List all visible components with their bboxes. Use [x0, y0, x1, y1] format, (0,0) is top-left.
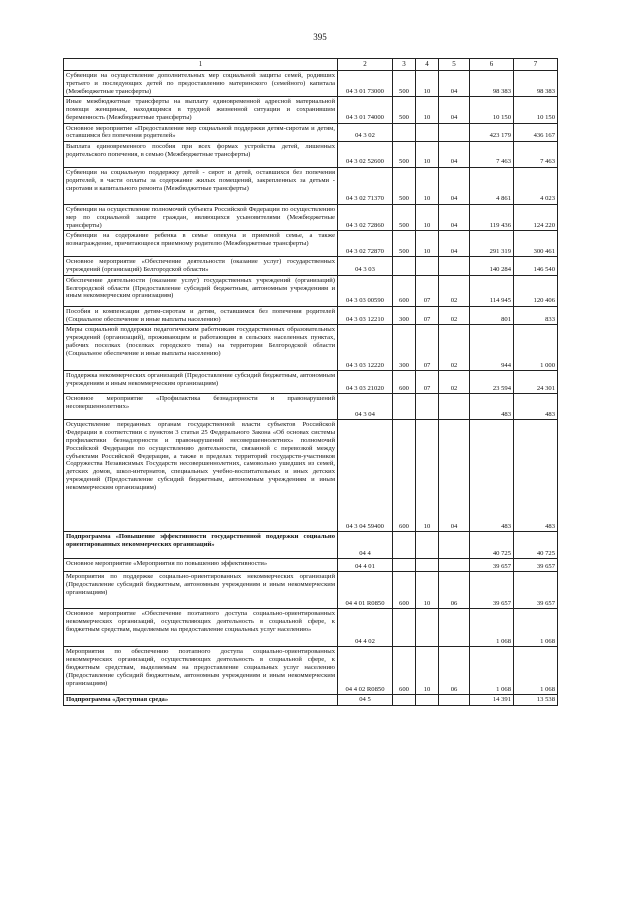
- target-article-code: 04 3 02 72870: [338, 231, 393, 257]
- amount-year-2: 7 463: [514, 142, 558, 168]
- subsection-code: 02: [439, 275, 470, 306]
- table-row: [64, 257, 558, 276]
- row-name: Субвенции на осуществление полномочий субъекта Российской Федерации по осуществлению мер по социальной защите граждан, являющихся усыновителями (Межбюджетные трансферты): [64, 205, 338, 231]
- subsection-code: 04: [439, 205, 470, 231]
- header-cell: 4: [416, 59, 439, 71]
- row-name: Подпрограмма «Доступная среда»: [64, 695, 338, 706]
- amount-year-2: 833: [514, 306, 558, 325]
- expense-type-code: 500: [393, 231, 416, 257]
- table-row: [64, 325, 558, 371]
- section-code: 10: [416, 142, 439, 168]
- row-name: Субвенции на содержание ребенка в семье опекуна и приемной семье, а также вознаграждение, причитающееся приемному родителю (Межбюджетные трансферты): [64, 231, 338, 257]
- subsection-code: 02: [439, 306, 470, 325]
- amount-year-1: 291 319: [470, 231, 514, 257]
- expense-type-code: [393, 257, 416, 276]
- expense-type-code: 600: [393, 572, 416, 609]
- subsection-code: [439, 695, 470, 706]
- row-name: Субвенции на социальную поддержку детей - сирот и детей, оставшихся без попечения родителей, в части оплаты за содержание жилых помещений, закрепленных за детьми - сиротами и капитального ремонта (Межбюджетные трансферты): [64, 168, 338, 205]
- header-cell: 2: [338, 59, 393, 71]
- target-article-code: 04 3 03 12220: [338, 325, 393, 371]
- row-name: Основное мероприятие «Профилактика безнадзорности и правонарушений несовершеннолетних»: [64, 394, 338, 420]
- amount-year-2: 1 068: [514, 609, 558, 647]
- subsection-code: [439, 123, 470, 142]
- amount-year-2: 1 068: [514, 647, 558, 695]
- table-header-row: [64, 59, 558, 71]
- section-code: 07: [416, 275, 439, 306]
- expense-type-code: [393, 123, 416, 142]
- expense-type-code: 300: [393, 306, 416, 325]
- table-row: [64, 420, 558, 532]
- expense-type-code: 500: [393, 168, 416, 205]
- amount-year-2: 4 023: [514, 168, 558, 205]
- header-cell: 3: [393, 59, 416, 71]
- amount-year-1: 801: [470, 306, 514, 325]
- table-row: [64, 142, 558, 168]
- header-cell: 6: [470, 59, 514, 71]
- amount-year-2: 146 540: [514, 257, 558, 276]
- target-article-code: 04 3 04: [338, 394, 393, 420]
- expense-type-code: 600: [393, 420, 416, 532]
- amount-year-1: 98 383: [470, 71, 514, 97]
- amount-year-1: 119 436: [470, 205, 514, 231]
- row-name: Мероприятия по обеспечению поэтапного доступа социально-ориентированных некоммерческих организаций, осуществляющих деятельность в социальной сфере, к бюджетным средствам, выделяемым на предоставление социальных услуг населению (Предоставление субсидий бюджетным, автономным учреждениям и иным некоммерческим организациям): [64, 647, 338, 695]
- table-row: [64, 275, 558, 306]
- subsection-code: [439, 532, 470, 559]
- expense-type-code: 500: [393, 142, 416, 168]
- section-code: 10: [416, 168, 439, 205]
- amount-year-2: 98 383: [514, 71, 558, 97]
- amount-year-1: 423 179: [470, 123, 514, 142]
- amount-year-1: 39 657: [470, 572, 514, 609]
- row-name: Пособия и компенсации детям-сиротам и детям, оставшимся без попечения родителей (Социальное обеспечение и иные выплаты населению): [64, 306, 338, 325]
- amount-year-2: 10 150: [514, 97, 558, 123]
- target-article-code: 04 3 04 59400: [338, 420, 393, 532]
- row-name: Обеспечение деятельности (оказание услуг) государственных учреждений (организаций) Белгородской области (Предоставление субсидий бюджетным, автономным учреждениям и иным некоммерческим организациям): [64, 275, 338, 306]
- section-code: [416, 559, 439, 572]
- section-code: 10: [416, 205, 439, 231]
- amount-year-2: 436 167: [514, 123, 558, 142]
- expense-type-code: [393, 695, 416, 706]
- amount-year-1: 944: [470, 325, 514, 371]
- subsection-code: 04: [439, 168, 470, 205]
- section-code: 07: [416, 306, 439, 325]
- section-code: 10: [416, 71, 439, 97]
- section-code: 10: [416, 231, 439, 257]
- row-name: Поддержка некоммерческих организаций (Предоставление субсидий бюджетным, автономным учреждениям и иным некоммерческим организациям): [64, 371, 338, 394]
- subsection-code: [439, 257, 470, 276]
- target-article-code: 04 3 03 00590: [338, 275, 393, 306]
- expense-type-code: [393, 532, 416, 559]
- target-article-code: 04 4 02 R0850: [338, 647, 393, 695]
- amount-year-2: 1 000: [514, 325, 558, 371]
- amount-year-1: 1 068: [470, 609, 514, 647]
- target-article-code: 04 3 02 72860: [338, 205, 393, 231]
- table-row: [64, 572, 558, 609]
- subsection-code: [439, 559, 470, 572]
- expense-type-code: [393, 609, 416, 647]
- subsection-code: [439, 609, 470, 647]
- subsection-code: 04: [439, 142, 470, 168]
- expense-type-code: 600: [393, 647, 416, 695]
- row-name: Выплата единовременного пособия при всех формах устройства детей, лишенных родительского попечения, в семью (Межбюджетные трансферты): [64, 142, 338, 168]
- subsection-code: [439, 394, 470, 420]
- amount-year-1: 140 284: [470, 257, 514, 276]
- expense-type-code: 500: [393, 205, 416, 231]
- target-article-code: 04 3 03 21020: [338, 371, 393, 394]
- row-name: Подпрограмма «Повышение эффективности государственной поддержки социально ориентированных некоммерческих организаций»: [64, 532, 338, 559]
- budget-table: [63, 58, 558, 706]
- amount-year-2: 300 461: [514, 231, 558, 257]
- section-code: 10: [416, 420, 439, 532]
- target-article-code: 04 3 02 71370: [338, 168, 393, 205]
- amount-year-2: 483: [514, 394, 558, 420]
- target-article-code: 04 3 03: [338, 257, 393, 276]
- subsection-code: 04: [439, 97, 470, 123]
- amount-year-1: 7 463: [470, 142, 514, 168]
- table-row: [64, 394, 558, 420]
- header-cell: 7: [514, 59, 558, 71]
- table-row: [64, 532, 558, 559]
- table-row: [64, 371, 558, 394]
- subsection-code: 06: [439, 572, 470, 609]
- table-row: [64, 168, 558, 205]
- table-row: [64, 97, 558, 123]
- row-name: Иные межбюджетные трансферты на выплату единовременной адресной материальной помощи женщинам, находящимся в трудной жизненной ситуации и сохранившим беременность (Межбюджетные трансферты): [64, 97, 338, 123]
- expense-type-code: 600: [393, 275, 416, 306]
- table-row: [64, 559, 558, 572]
- amount-year-2: 483: [514, 420, 558, 532]
- target-article-code: 04 4 01 R0850: [338, 572, 393, 609]
- amount-year-1: 483: [470, 420, 514, 532]
- amount-year-1: 114 945: [470, 275, 514, 306]
- amount-year-1: 483: [470, 394, 514, 420]
- table-row: [64, 306, 558, 325]
- subsection-code: 02: [439, 325, 470, 371]
- section-code: [416, 257, 439, 276]
- amount-year-1: 4 861: [470, 168, 514, 205]
- target-article-code: 04 4 01: [338, 559, 393, 572]
- table-row: [64, 71, 558, 97]
- subsection-code: 04: [439, 231, 470, 257]
- amount-year-1: 40 725: [470, 532, 514, 559]
- row-name: Субвенции на осуществление дополнительных мер социальной защиты семей, родивших третьего и последующих детей по предоставлению материнского (семейного) капитала (Межбюджетные трансферты): [64, 71, 338, 97]
- target-article-code: 04 4: [338, 532, 393, 559]
- target-article-code: 04 4 02: [338, 609, 393, 647]
- target-article-code: 04 3 02 52600: [338, 142, 393, 168]
- table-row: [64, 231, 558, 257]
- header-cell: 5: [439, 59, 470, 71]
- expense-type-code: 500: [393, 71, 416, 97]
- expense-type-code: [393, 394, 416, 420]
- table-row: [64, 123, 558, 142]
- section-code: [416, 394, 439, 420]
- target-article-code: 04 5: [338, 695, 393, 706]
- subsection-code: 04: [439, 71, 470, 97]
- table-row: [64, 695, 558, 706]
- header-cell: 1: [64, 59, 338, 71]
- row-name: Меры социальной поддержки педагогическим работникам государственных образовательных учреждений (организаций), проживающим и работающим в сельских населенных пунктах, рабочих поселках (поселках городского типа) на территории Белгородской области (Социальное обеспечение и иные выплаты населению): [64, 325, 338, 371]
- section-code: [416, 532, 439, 559]
- section-code: 10: [416, 572, 439, 609]
- amount-year-2: 40 725: [514, 532, 558, 559]
- amount-year-2: 39 657: [514, 559, 558, 572]
- expense-type-code: 600: [393, 371, 416, 394]
- table-body: [64, 59, 558, 706]
- page-number: 395: [313, 32, 327, 42]
- table-row: [64, 609, 558, 647]
- amount-year-1: 10 150: [470, 97, 514, 123]
- target-article-code: 04 3 01 74000: [338, 97, 393, 123]
- target-article-code: 04 3 01 73000: [338, 71, 393, 97]
- section-code: [416, 123, 439, 142]
- row-name: Основное мероприятие «Обеспечение деятельности (оказание услуг) государственных учреждений (организаций) Белгородской области»: [64, 257, 338, 276]
- table-row: [64, 647, 558, 695]
- section-code: 07: [416, 371, 439, 394]
- amount-year-1: 23 594: [470, 371, 514, 394]
- table-row: [64, 205, 558, 231]
- expense-type-code: 300: [393, 325, 416, 371]
- amount-year-2: 124 220: [514, 205, 558, 231]
- amount-year-2: 13 538: [514, 695, 558, 706]
- amount-year-2: 39 657: [514, 572, 558, 609]
- subsection-code: 04: [439, 420, 470, 532]
- row-name: Основное мероприятие «Мероприятия по повышению эффективности»: [64, 559, 338, 572]
- section-code: 10: [416, 97, 439, 123]
- amount-year-1: 14 391: [470, 695, 514, 706]
- target-article-code: 04 3 02: [338, 123, 393, 142]
- row-name: Основное мероприятие «Предоставление мер социальной поддержки детям-сиротам и детям, оставшимся без попечения родителей»: [64, 123, 338, 142]
- expense-type-code: 500: [393, 97, 416, 123]
- row-name: Основное мероприятие «Обеспечение поэтапного доступа социально-ориентированных некоммерческих организаций, осуществляющих деятельность в социальной сфере, к бюджетным средствам, выделяемым на предоставление социальных услуг населению»: [64, 609, 338, 647]
- target-article-code: 04 3 03 12210: [338, 306, 393, 325]
- amount-year-1: 39 657: [470, 559, 514, 572]
- row-name: Осуществление переданных органам государственной власти субъектов Российской Федерации в соответствии с пунктом 3 статьи 25 Федерального Закона «Об основах системы профилактики безнадзорности и правонарушений несовершеннолетних» полномочий Российской Федерации по осуществлению деятельности, связанной с перевозкой между субъектами Российской Федерации, а также в пределах территорий государств-участников Содружества Независимых Государств несовершеннолетних, самовольно ушедших из семей, детских домов, школ-интернатов, специальных учебно-воспитательных и иных детских учреждений (Предоставление субсидий бюджетным, автономным учреждениям и иным некоммерческим организациям): [64, 420, 338, 532]
- expense-type-code: [393, 559, 416, 572]
- amount-year-1: 1 068: [470, 647, 514, 695]
- amount-year-2: 24 301: [514, 371, 558, 394]
- subsection-code: 02: [439, 371, 470, 394]
- row-name: Мероприятия по поддержке социально-ориентированных некоммерческих организаций (Предоставление субсидий бюджетным, автономным учреждениям и иным некоммерческим организациям): [64, 572, 338, 609]
- section-code: [416, 609, 439, 647]
- section-code: [416, 695, 439, 706]
- subsection-code: 06: [439, 647, 470, 695]
- amount-year-2: 120 406: [514, 275, 558, 306]
- section-code: 07: [416, 325, 439, 371]
- section-code: 10: [416, 647, 439, 695]
